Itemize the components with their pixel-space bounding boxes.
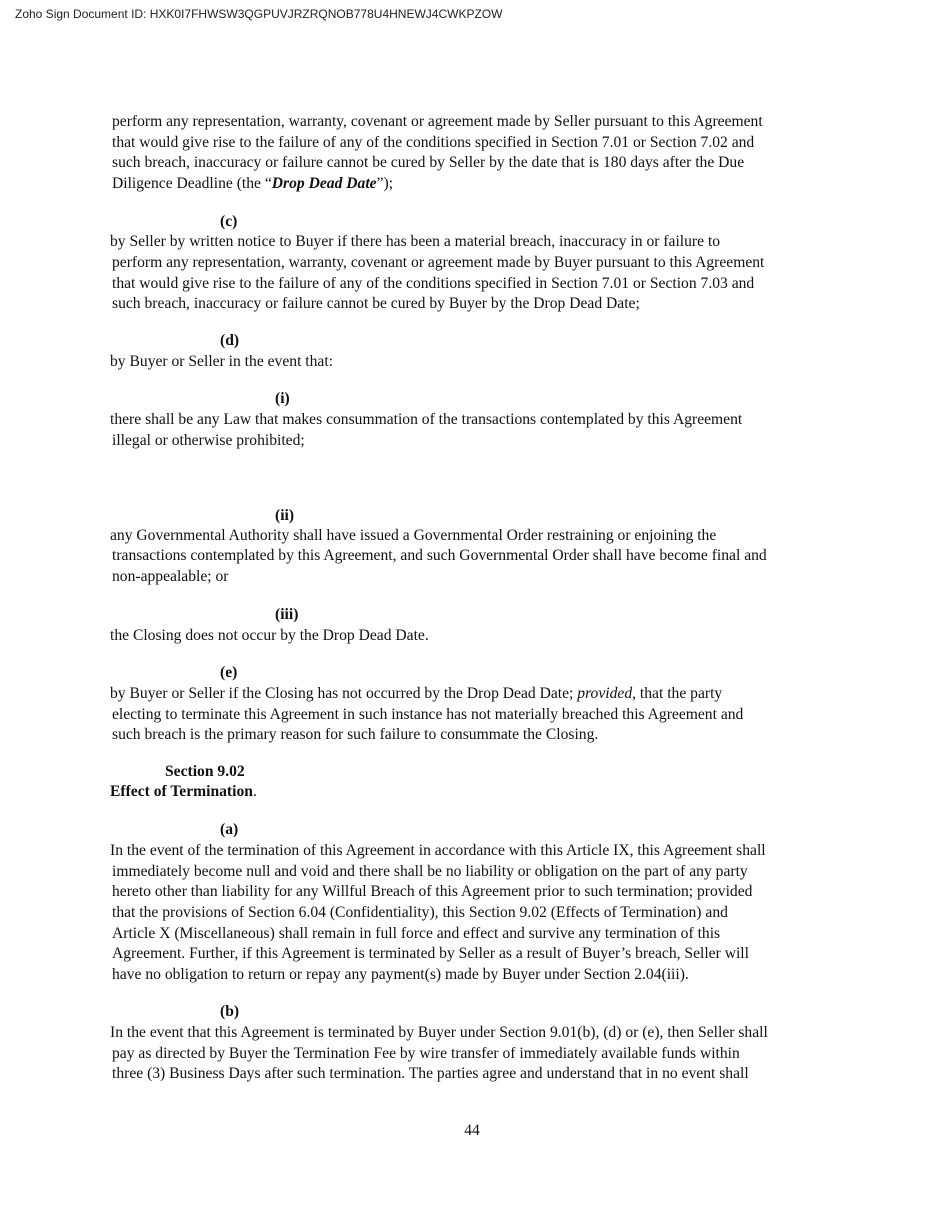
- text-line: that would give rise to the failure of any of the conditions specified in Section 7.01 or Section 7.02 and: [112, 134, 755, 151]
- text-line: any Governmental Authority shall have issued a Governmental Order restraining or enjoining the: [110, 527, 717, 544]
- text-line: by Seller by written notice to Buyer if there has been a material breach, inaccuracy in or failure to: [110, 233, 721, 250]
- text-run: Diligence Deadline (the “: [112, 175, 272, 192]
- text-run: .: [252, 783, 257, 800]
- clause-label-d: (d): [220, 332, 240, 349]
- text-run: by Buyer or Seller if the Closing has not occurred by the Drop Dead Date;: [110, 685, 578, 702]
- text-line: the Closing does not occur by the Drop Dead Date.: [110, 627, 429, 644]
- document-id-header: Zoho Sign Document ID: HXK0I7FHWSW3QGPUVJRZRQNOB778U4HNEWJ4CWKPZOW: [15, 7, 503, 21]
- clause-label-c: (c): [220, 213, 238, 230]
- defined-term: Drop Dead Date: [271, 175, 377, 192]
- text-run: ”);: [376, 175, 394, 192]
- text-line: there shall be any Law that makes consummation of the transactions contemplated by this Agreement: [110, 411, 743, 428]
- text-line: [112, 174, 393, 194]
- clause-label-iii: (iii): [275, 606, 299, 623]
- text-line: hereto other than liability for any Willful Breach of this Agreement prior to such termination; provided: [112, 883, 753, 900]
- text-line: have no obligation to return or repay any payment(s) made by Buyer under Section 2.04(iii).: [112, 966, 689, 983]
- text-line: Article X (Miscellaneous) shall remain in full force and effect and survive any termination of this: [112, 925, 721, 942]
- text-line: transactions contemplated by this Agreement, and such Governmental Order shall have become final and: [112, 547, 767, 564]
- clause-label-b: (b): [220, 1003, 240, 1020]
- text-line: non-appealable; or: [112, 568, 229, 585]
- text-line: by Buyer or Seller in the event that:: [110, 353, 334, 370]
- text-line: such breach, inaccuracy or failure cannot be cured by Seller by the date that is 180 days after the Due: [112, 154, 745, 171]
- text-line: immediately become null and void and there shall be no liability or obligation on the part of any party: [112, 863, 748, 880]
- section-title: [110, 782, 257, 802]
- text-line: In the event that this Agreement is terminated by Buyer under Section 9.01(b), (d) or (e), then Seller shall: [110, 1024, 768, 1041]
- text-line: Agreement. Further, if this Agreement is terminated by Seller as a result of Buyer’s breach, Seller will: [112, 945, 749, 962]
- section-title-text: Effect of Termination: [110, 783, 253, 800]
- italic-term: provided: [577, 685, 633, 702]
- text-line: perform any representation, warranty, covenant or agreement made by Seller pursuant to this Agreement: [112, 113, 763, 130]
- text-line: three (3) Business Days after such termination. The parties agree and understand that in no event shall: [112, 1065, 749, 1082]
- text-run: , that the party: [632, 685, 723, 702]
- clause-label-a: (a): [220, 821, 239, 838]
- text-line: In the event of the termination of this Agreement in accordance with this Article IX, this Agreement shall: [110, 842, 766, 859]
- text-line: that would give rise to the failure of any of the conditions specified in Section 7.01 or Section 7.03 and: [112, 275, 755, 292]
- page-number: 44: [464, 1122, 480, 1139]
- clause-label-e: (e): [220, 664, 238, 681]
- text-line: perform any representation, warranty, covenant or agreement made by Buyer pursuant to this Agreement: [112, 254, 765, 271]
- text-line: such breach is the primary reason for such failure to consummate the Closing.: [112, 726, 599, 743]
- section-number: Section 9.02: [165, 763, 245, 780]
- text-line: illegal or otherwise prohibited;: [112, 432, 305, 449]
- text-line: electing to terminate this Agreement in such instance has not materially breached this Agreement and: [112, 706, 744, 723]
- text-line: such breach, inaccuracy or failure cannot be cured by Buyer by the Drop Dead Date;: [112, 295, 640, 312]
- clause-label-ii: (ii): [275, 507, 295, 524]
- clause-label-i: (i): [275, 390, 290, 407]
- text-line: pay as directed by Buyer the Termination Fee by wire transfer of immediately available funds within: [112, 1045, 740, 1062]
- text-line: that the provisions of Section 6.04 (Confidentiality), this Section 9.02 (Effects of Termination) and: [112, 904, 728, 921]
- text-line: [110, 684, 722, 704]
